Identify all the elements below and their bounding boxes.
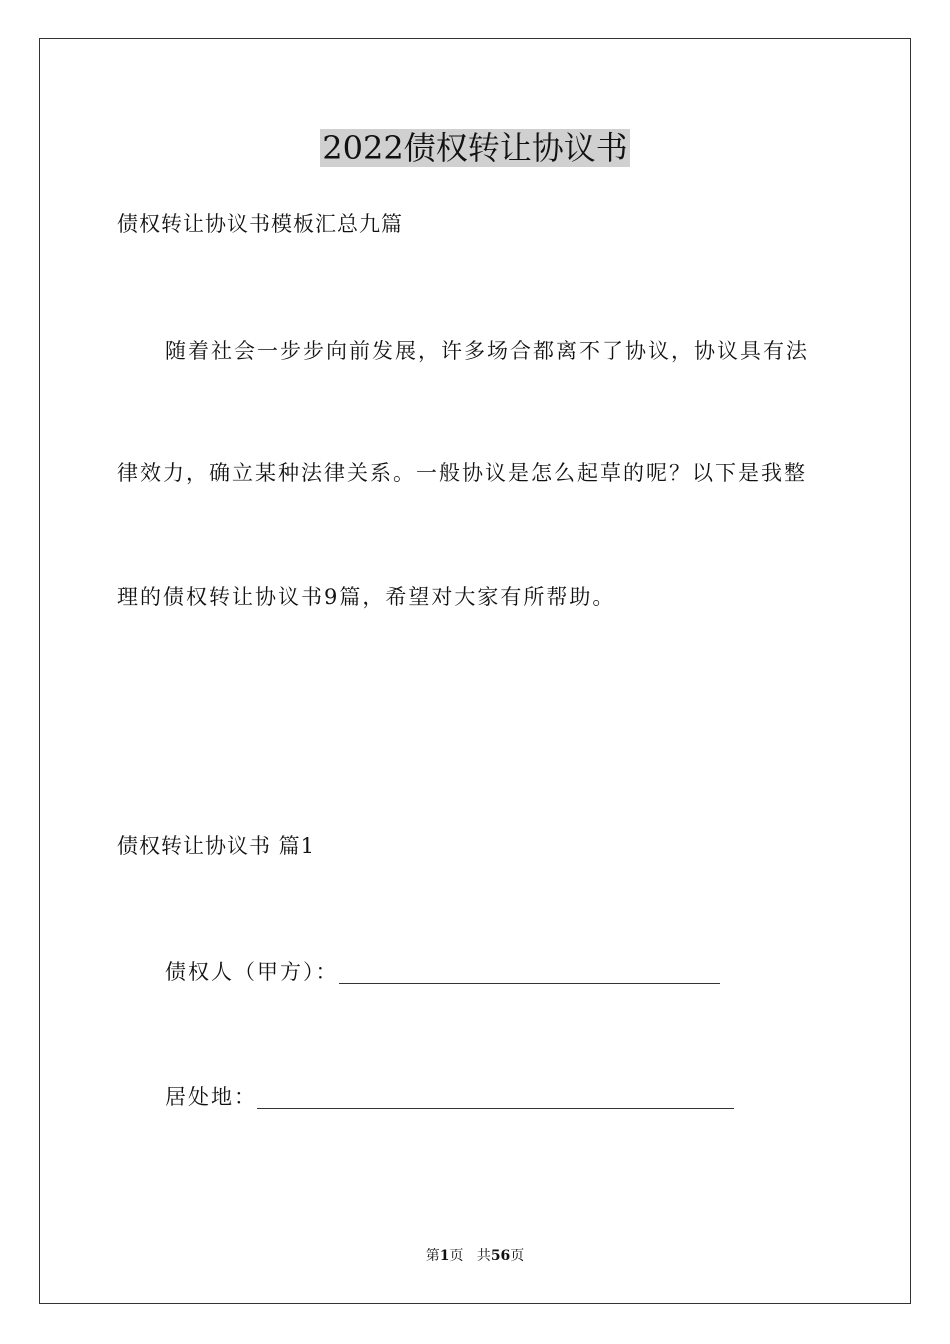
document-title: [0, 124, 950, 172]
page-number: 1: [439, 1248, 450, 1264]
residence-label: 居处地：: [165, 1085, 257, 1109]
total-pages: 56: [490, 1248, 511, 1264]
section-heading: 债权转让协议书 篇1: [117, 834, 316, 858]
page-suffix: 页: [449, 1248, 464, 1264]
total-suffix: 页: [510, 1248, 525, 1264]
page-prefix: 第: [425, 1248, 440, 1264]
creditor-blank-line: [339, 961, 720, 984]
intro-line-2: 律效力，确立某种法律关系。一般协议是怎么起草的呢？以下是我整: [117, 461, 807, 485]
total-prefix: 共: [476, 1248, 491, 1264]
page-footer: [0, 1246, 950, 1266]
intro-line-1: 随着社会一步步向前发展，许多场合都离不了协议，协议具有法: [165, 339, 809, 363]
creditor-label: 债权人（甲方）：: [165, 960, 339, 984]
document-subtitle: 债权转让协议书模板汇总九篇: [117, 212, 403, 236]
document-title-text: 2022债权转让协议书: [322, 129, 628, 167]
intro-line-3: 理的债权转让协议书9篇，希望对大家有所帮助。: [117, 585, 616, 609]
residence-field: [165, 1082, 734, 1112]
creditor-field: [165, 957, 720, 987]
residence-blank-line: [257, 1086, 734, 1109]
